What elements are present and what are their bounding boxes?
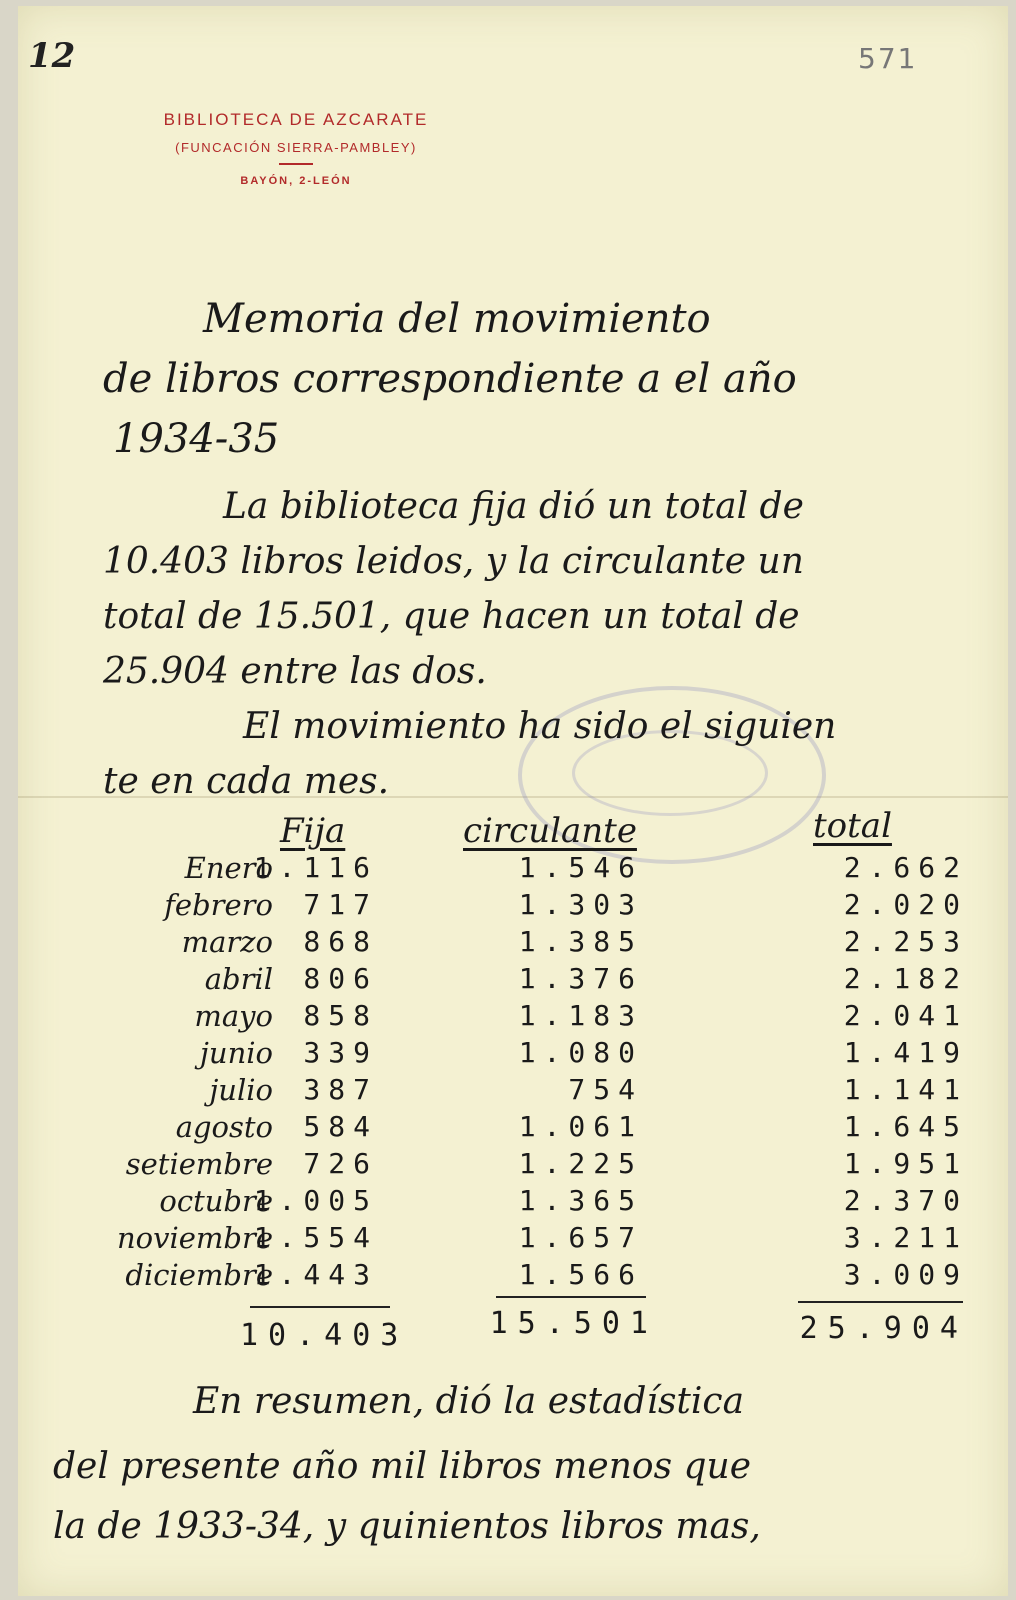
memo-paragraph-1-line-3: total de 15.501, que hacen un total de: [103, 596, 800, 637]
table-row-circulante: 1.225: [518, 1147, 643, 1180]
page-number-stamped: 571: [858, 42, 918, 75]
total-circulante: 15.501: [489, 1306, 658, 1341]
letterhead-title: BIBLIOTECA DE AZCARATE: [163, 110, 429, 129]
memo-paragraph-1-line-1: La biblioteca fija dió un total de: [223, 486, 804, 527]
table-row-month: abril: [204, 962, 273, 996]
memo-paragraph-2-line-2: te en cada mes.: [103, 761, 390, 802]
table-row-month: mayo: [194, 999, 273, 1033]
table-row-circulante: 1.365: [518, 1184, 643, 1217]
memo-summary-line-2: del presente año mil libros menos que: [53, 1446, 752, 1487]
table-row-total: 2.020: [843, 888, 968, 921]
table-row-total: 1.419: [843, 1036, 968, 1069]
memo-paragraph-1-line-2: 10.403 libros leidos, y la circulante un: [103, 541, 804, 582]
letterhead-address: BAYÓN, 2-LEÓN: [240, 175, 352, 187]
memo-title-line-3: 1934-35: [113, 416, 280, 462]
table-row-total: 3.009: [843, 1258, 968, 1291]
table-row-circulante: 1.376: [518, 962, 643, 995]
memo-summary-line-3: la de 1933-34, y quinientos libros mas,: [53, 1506, 761, 1547]
table-row-circulante: 754: [568, 1073, 643, 1106]
table-row-fija: 584: [303, 1110, 378, 1143]
table-row-fija: 858: [303, 999, 378, 1032]
letterhead: [106, 110, 486, 187]
table-row-month: marzo: [181, 925, 273, 959]
table-row-fija: 726: [303, 1147, 378, 1180]
table-row-fija: 1.005: [253, 1184, 378, 1217]
table-row-total: 2.182: [843, 962, 968, 995]
table-row-circulante: 1.566: [518, 1258, 643, 1291]
letterhead-rule: [279, 163, 313, 165]
table-row-fija: 1.554: [253, 1221, 378, 1254]
table-row-fija: 387: [303, 1073, 378, 1106]
table-row-circulante: 1.385: [518, 925, 643, 958]
table-row-month: junio: [199, 1036, 273, 1070]
memo-title-line-2: de libros correspondiente a el año: [103, 356, 797, 402]
document-page: [18, 6, 1008, 1596]
total-rule-fija: [250, 1306, 390, 1308]
table-row-month: octubre: [159, 1184, 273, 1218]
table-row-month: diciembre: [125, 1258, 273, 1292]
table-row-fija: 868: [303, 925, 378, 958]
memo-title-line-1: Memoria del movimiento: [203, 296, 711, 342]
page-number-handwritten: 12: [28, 36, 76, 76]
total-total: 25.904: [799, 1311, 968, 1346]
table-row-fija: 1.116: [253, 851, 378, 884]
table-row-month: julio: [209, 1073, 273, 1107]
table-row-fija: 1.443: [253, 1258, 378, 1291]
table-row-total: 3.211: [843, 1221, 968, 1254]
table-row-fija: 806: [303, 962, 378, 995]
table-row-circulante: 1.061: [518, 1110, 643, 1143]
memo-paragraph-2-line-1: El movimiento ha sido el siguien: [243, 706, 837, 747]
table-row-fija: 717: [303, 888, 378, 921]
total-fija: 10.403: [240, 1318, 409, 1353]
table-row-circulante: 1.546: [518, 851, 643, 884]
total-rule-total: [798, 1301, 963, 1303]
memo-paragraph-1-line-4: 25.904 entre las dos.: [103, 651, 487, 692]
table-row-total: 2.041: [843, 999, 968, 1032]
table-row-month: agosto: [175, 1110, 273, 1144]
table-row-circulante: 1.183: [518, 999, 643, 1032]
column-header-circulante: circulante: [463, 811, 637, 851]
table-row-month: Enero: [184, 851, 273, 885]
table-row-total: 2.253: [843, 925, 968, 958]
table-row-fija: 339: [303, 1036, 378, 1069]
letterhead-subtitle: (FUNCACIÓN SIERRA-PAMBLEY): [175, 140, 417, 155]
table-row-total: 2.370: [843, 1184, 968, 1217]
table-row-total: 1.645: [843, 1110, 968, 1143]
table-row-total: 2.662: [843, 851, 968, 884]
table-row-total: 1.141: [843, 1073, 968, 1106]
table-row-circulante: 1.303: [518, 888, 643, 921]
table-row-month: setiembre: [125, 1147, 273, 1181]
table-row-circulante: 1.657: [518, 1221, 643, 1254]
column-header-total: total: [813, 806, 892, 846]
table-row-month: noviembre: [116, 1221, 273, 1255]
table-row-month: febrero: [164, 888, 273, 922]
table-row-circulante: 1.080: [518, 1036, 643, 1069]
column-header-fija: Fija: [280, 811, 346, 851]
table-row-total: 1.951: [843, 1147, 968, 1180]
memo-summary-line-1: En resumen, dió la estadística: [193, 1381, 745, 1422]
total-rule-circulante: [496, 1296, 646, 1298]
